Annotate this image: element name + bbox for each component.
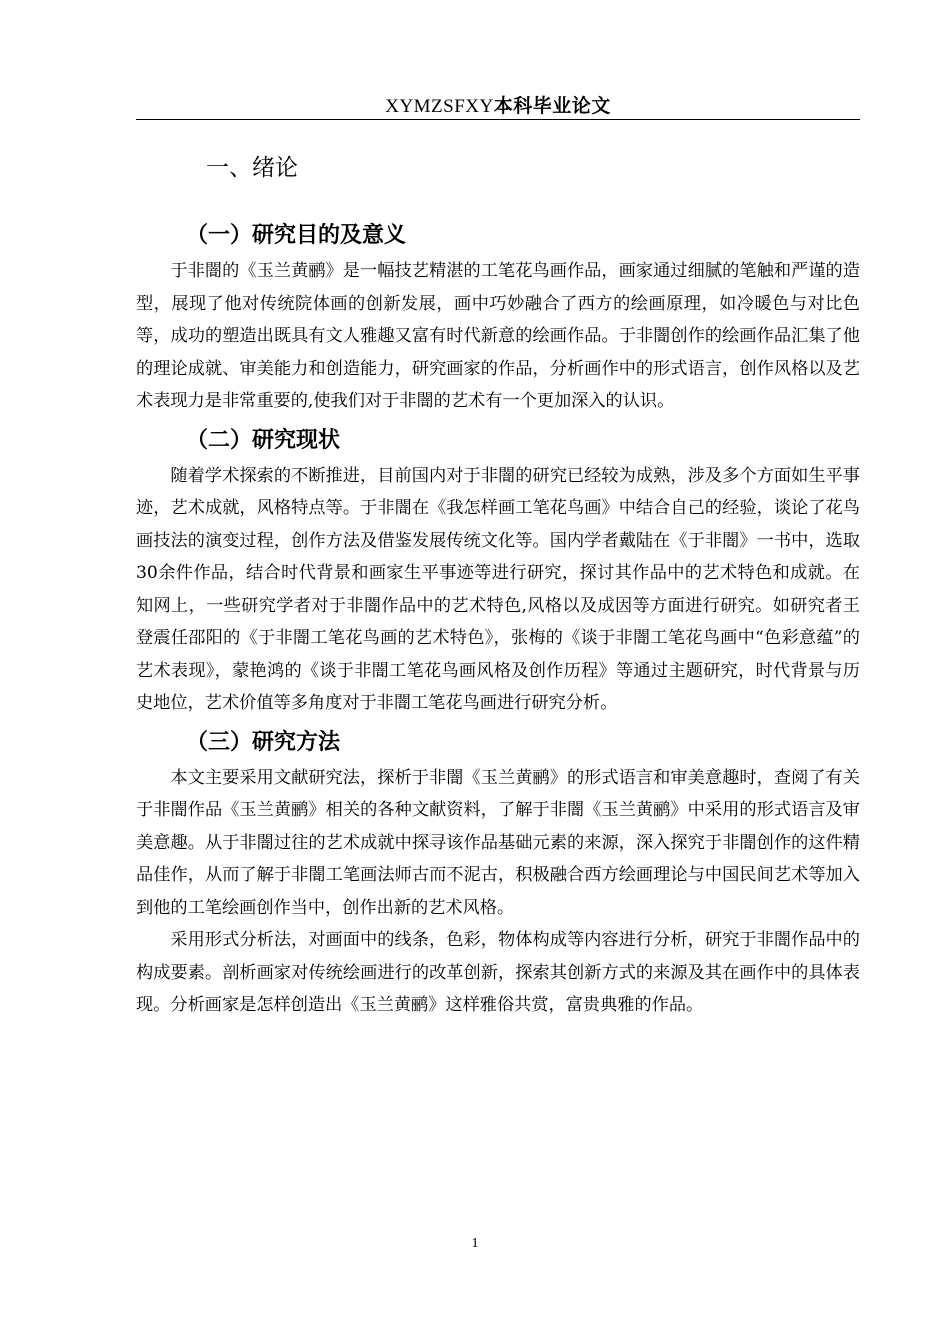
header-rule <box>136 119 860 120</box>
chapter-title: 一、绪论 <box>206 155 298 181</box>
page-header <box>136 92 860 120</box>
document-body <box>136 140 860 1022</box>
header-school-code: XYMZSFXY <box>385 96 494 117</box>
header-title: 本科毕业论文 <box>493 95 611 117</box>
section-title-methods: （三）研究方法 <box>186 729 341 755</box>
paragraph-method-formal-analysis: 采用形式分析法，对画面中的线条，色彩，物体构成等内容进行分析，研究于非闇作品中的构成要素。剖析画家对传统绘画进行的改革创新，探索其创新方式的来源及其在画作中的具体表现。分析画家是怎样创造出《玉兰黄鹂》这样雅俗共赏，富贵典雅的作品。 <box>136 930 860 1015</box>
paragraph-purpose: 于非闇的《玉兰黄鹂》是一幅技艺精湛的工笔花鸟画作品，画家通过细腻的笔触和严谨的造型，展现了他对传统院体画的创新发展，画中巧妙融合了西方的绘画原理，如冷暖色与对比色等，成功的塑造出既具有文人雅趣又富有时代新意的绘画作品。于非闇创作的绘画作品汇集了他的理论成就、审美能力和创造能力，研究画家的作品，分析画作中的形式语言，创作风格以及艺术表现力是非常重要的,使我们对于非闇的艺术有一个更加深入的认识。 <box>136 261 860 411</box>
section-title-purpose: （一）研究目的及意义 <box>186 223 407 248</box>
section-title-status: （二）研究现状 <box>186 427 341 453</box>
paragraph-status: 随着学术探索的不断推进，目前国内对于非闇的研究已经较为成熟，涉及多个方面如生平事迹，艺术成就，风格特点等。于非闇在《我怎样画工笔花鸟画》中结合自己的经验，谈论了花鸟画技法的演变过程，创作方法及借鉴发展传统文化等。国内学者戴陆在《于非闇》一书中，选取30余件作品，结合时代背景和画家生平事迹等进行研究，探讨其作品中的艺术特色和成就。在知网上，一些研究学者对于非闇作品中的艺术特色,风格以及成因等方面进行研究。如研究者王登震任邵阳的《于非闇工笔花鸟画的艺术特色》，张梅的《谈于非闇工笔花鸟画中“色彩意蕴”的艺术表现》，蒙艳鸿的《谈于非闇工笔花鸟画风格及创作历程》等通过主题研究，时代背景与历史地位，艺术价值等多角度对于非闇工笔花鸟画进行研究分析。 <box>136 465 860 713</box>
page-number: 1 <box>471 1236 479 1251</box>
paragraph-method-literature: 本文主要采用文献研究法，探析于非闇《玉兰黄鹂》的形式语言和审美意趣时，查阅了有关于非闇作品《玉兰黄鹂》相关的各种文献资料，了解于非闇《玉兰黄鹂》中采用的形式语言及审美意趣。从于非闇过往的艺术成就中探寻该作品基础元素的来源，深入探究于非闇创作的这件精品佳作，从而了解于非闇工笔画法师古而不泥古，积极融合西方绘画理论与中国民间艺术等加入到他的工笔绘画创作当中，创作出新的艺术风格。 <box>136 767 860 918</box>
